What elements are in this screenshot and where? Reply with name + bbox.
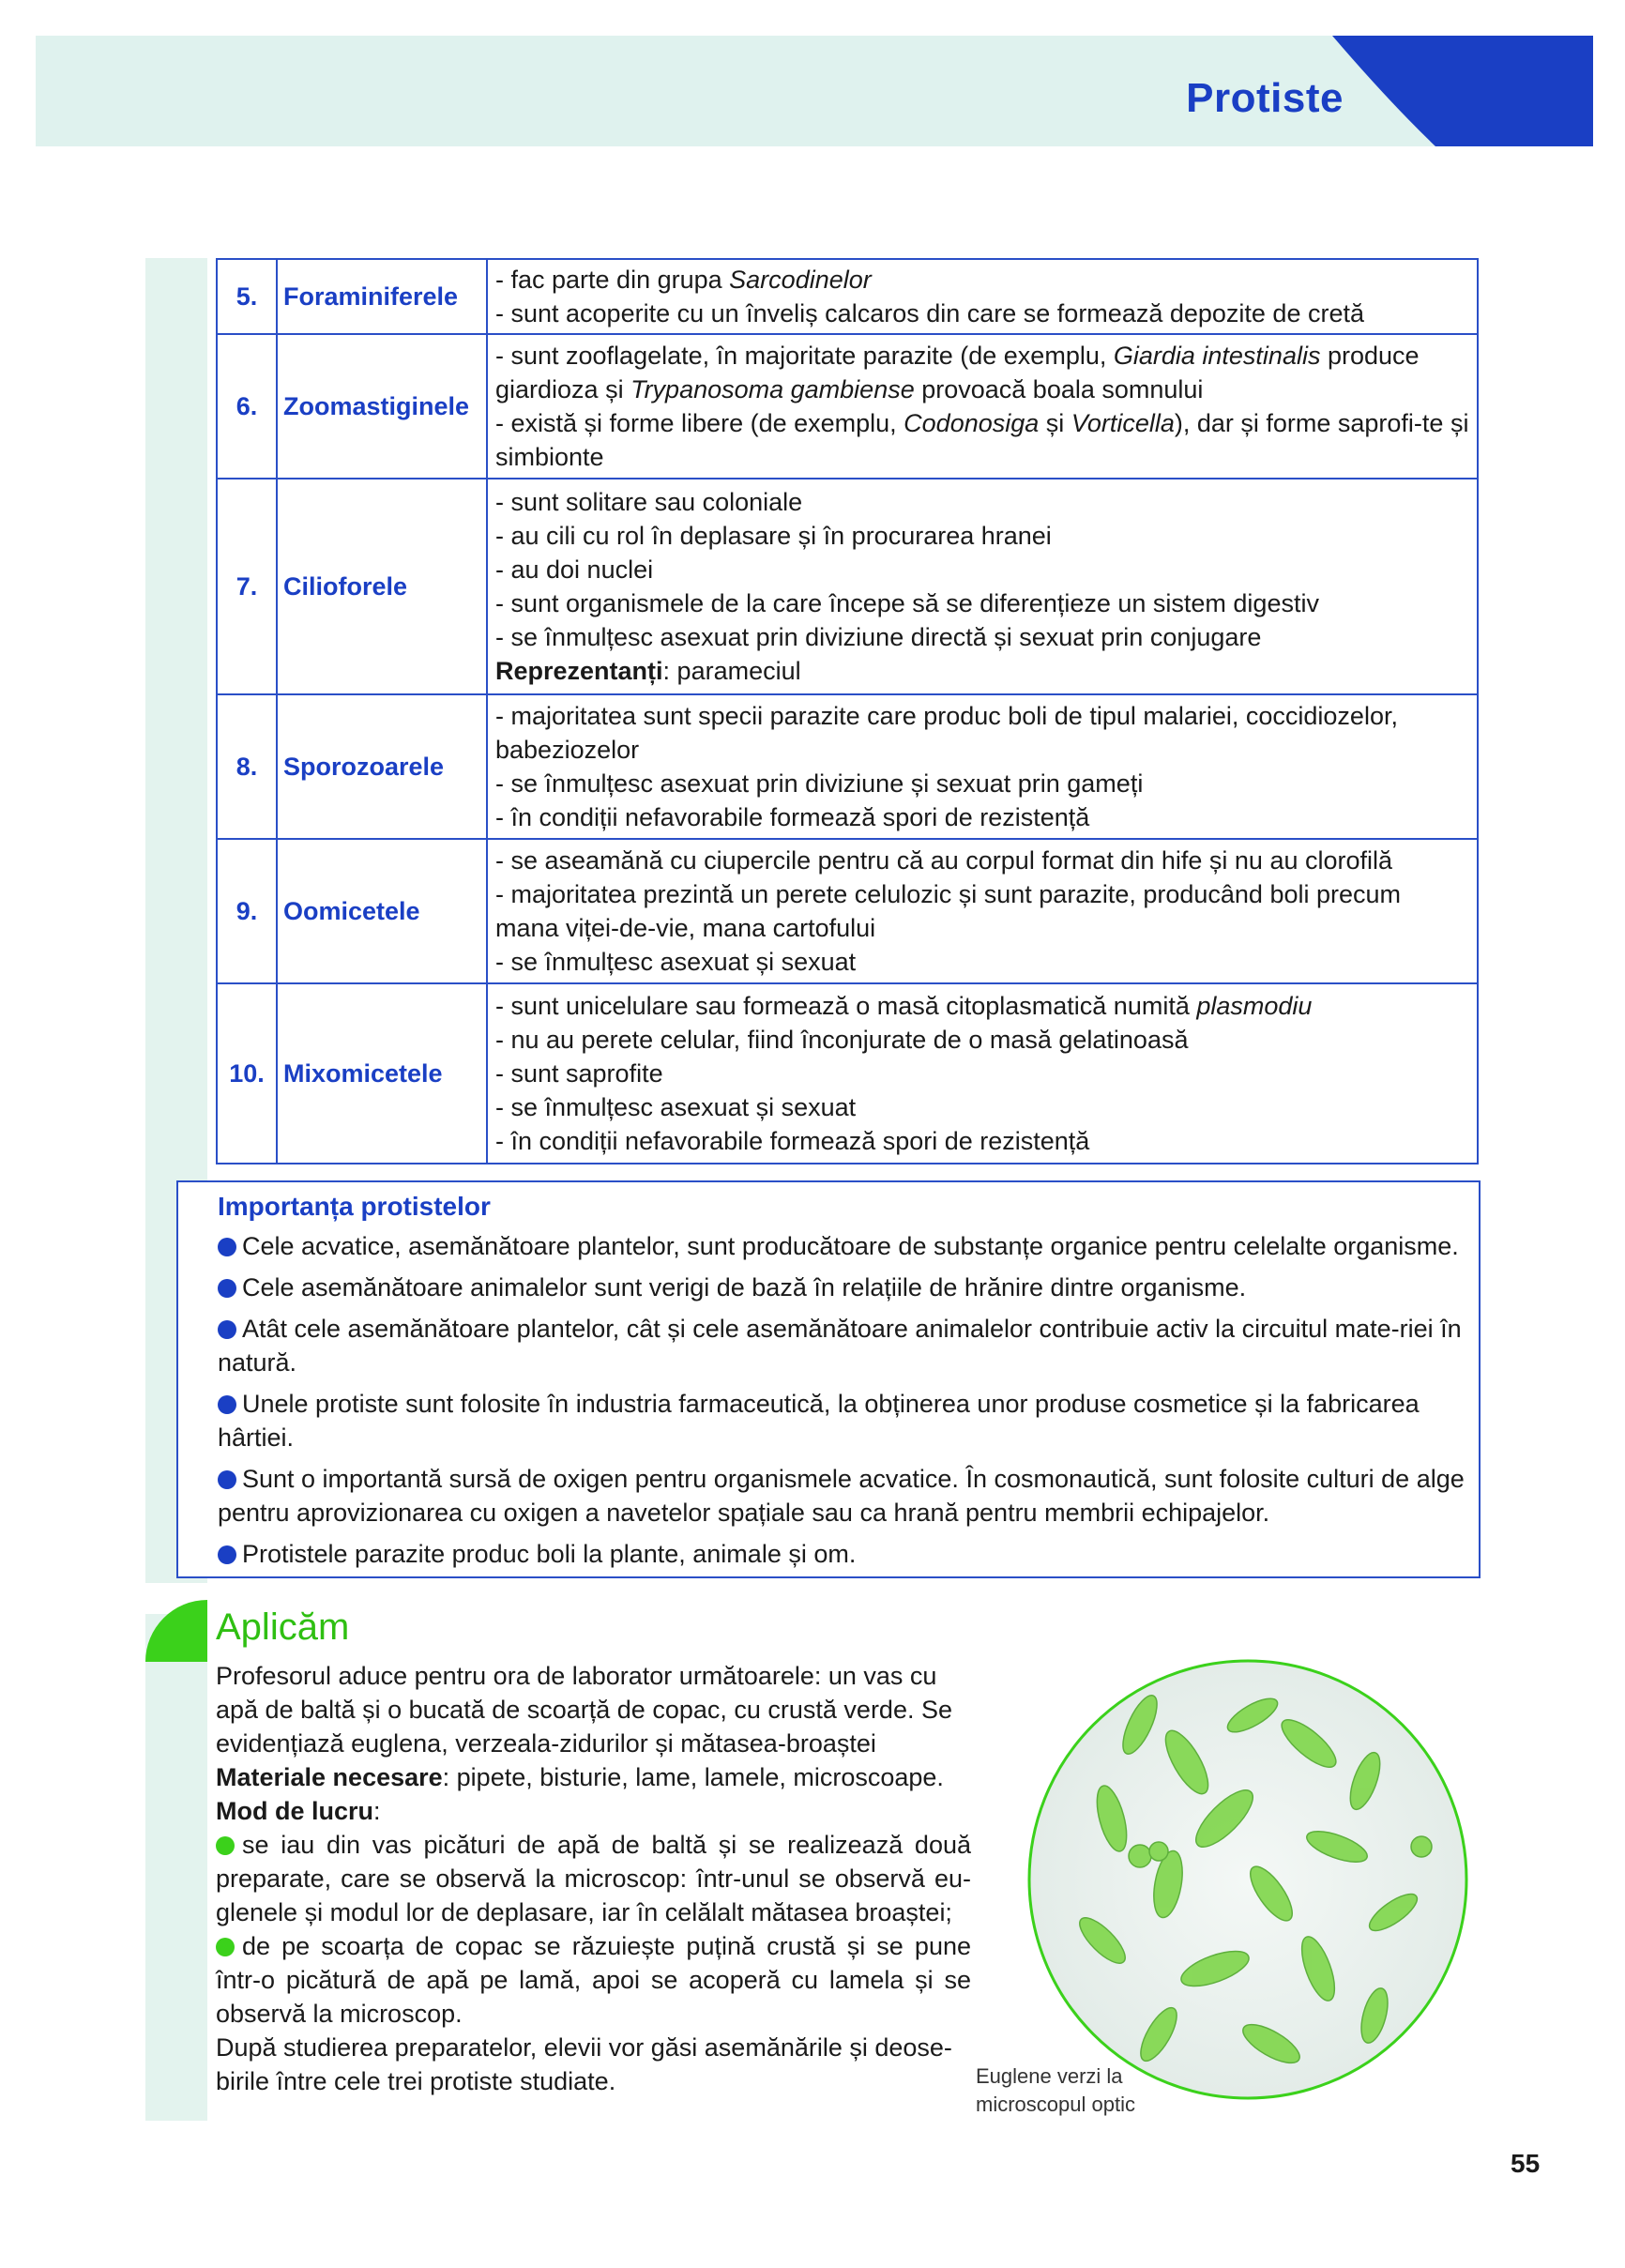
table-row — [217, 839, 1478, 983]
representatives-line — [495, 654, 1469, 688]
row-number: 7. — [217, 479, 277, 694]
side-strip-lower — [145, 1614, 207, 2121]
desc-line: - se înmulțesc asexuat și sexuat — [495, 1093, 857, 1121]
importance-list — [218, 1229, 1466, 1578]
apply-body — [216, 1659, 971, 2098]
method-label: Mod de lucru — [216, 1797, 373, 1825]
table-row — [217, 694, 1478, 839]
materials-value: : pipete, bisturie, lame, lamele, microscoape. — [442, 1763, 944, 1791]
desc-line: - se înmulțesc asexuat prin diviziune și sexuat prin gameți — [495, 769, 1144, 798]
bullet-icon — [218, 1545, 236, 1564]
group-name: Zoomastiginele — [277, 334, 487, 479]
materials-label: Materiale necesare — [216, 1763, 443, 1791]
table-row — [217, 259, 1478, 334]
item-text: Cele asemănătoare animalelor sunt verigi de bază în relațiile de hrănire dintre organisme. — [242, 1273, 1247, 1301]
group-name: Foraminiferele — [277, 259, 487, 334]
step-item — [216, 1828, 971, 1929]
desc-line: - fac parte din grupa Sarcodinelor — [495, 266, 872, 294]
apply-intro: Profesorul aduce pentru ora de laborator următoarele: un vas cu apă de baltă și o bucată de scoarță de copac, cu crustă verde. Se evidențiază euglena, verzeala-zidurilor și mătasea-broaștei — [216, 1662, 952, 1758]
group-name: Cilioforele — [277, 479, 487, 694]
item-text: Protistele parazite produc boli la plante, animale și om. — [242, 1540, 857, 1568]
list-item — [218, 1462, 1466, 1530]
step-text: se iau din vas picături de apă de baltă și se realizează două preparate, care se observă la microscop: într-unul se observă eu-glenele și modul lor de deplasare, iar în celălalt mătasea broaștei; — [216, 1831, 971, 1926]
term: Sarcodinelor — [729, 266, 872, 294]
chapter-title: Protiste — [1186, 75, 1344, 121]
row-number: 10. — [217, 983, 277, 1164]
protist-groups-table — [216, 258, 1479, 1164]
list-item — [218, 1312, 1466, 1379]
bullet-icon — [218, 1470, 236, 1489]
page-number: 55 — [1511, 2149, 1541, 2178]
desc-line: - majoritatea sunt specii parazite care produc boli de tipul malariei, coccidiozelor, babeziozelor — [495, 702, 1398, 764]
materials-line — [216, 1760, 971, 1794]
group-description — [487, 259, 1478, 334]
group-name: Mixomicetele — [277, 983, 487, 1164]
table-row — [217, 479, 1478, 694]
importance-title: Importanța protistelor — [218, 1192, 491, 1221]
desc-line: - majoritatea prezintă un perete celulozic și sunt parazite, producând boli precum mana viței-de-vie, mana cartofului — [495, 880, 1402, 942]
apply-conclusion: După studierea preparatelor, elevii vor găsi asemănările și deose-birile între cele trei protiste studiate. — [216, 2033, 952, 2095]
euglena-microscope-image — [1027, 1659, 1468, 2100]
list-item — [218, 1271, 1466, 1304]
desc-line: - sunt solitare sau coloniale — [495, 488, 803, 516]
method-line — [216, 1794, 971, 1828]
item-text: Atât cele asemănătoare plantelor, cât și cele asemănătoare animalelor contribuie activ la circuitul mate-riei în natură. — [218, 1315, 1462, 1377]
table-row — [217, 983, 1478, 1164]
bullet-icon — [218, 1320, 236, 1339]
desc-line: - sunt unicelulare sau formează o masă citoplasmatică numită plasmodiu — [495, 992, 1313, 1020]
bullet-icon — [216, 1938, 235, 1956]
desc-line: - sunt saprofite — [495, 1059, 663, 1088]
group-description — [487, 983, 1478, 1164]
desc-line: - sunt zooflagelate, în majoritate parazite (de exemplu, Giardia intestinalis produce giardioza și Trypanosoma gambiense provoacă boala somnului — [495, 342, 1420, 403]
desc-line: - se aseamănă cu ciupercile pentru că au corpul format din hife și nu au clorofilă — [495, 846, 1393, 875]
group-description — [487, 694, 1478, 839]
group-name: Oomicetele — [277, 839, 487, 983]
section-title: Aplicăm — [216, 1606, 350, 1648]
row-number: 9. — [217, 839, 277, 983]
desc-line: - au doi nuclei — [495, 556, 654, 584]
bullet-icon — [218, 1395, 236, 1414]
image-caption: Euglene verzi la microscopul optic — [976, 2064, 1135, 2116]
group-description — [487, 839, 1478, 983]
header-corner-shape — [1332, 36, 1593, 146]
desc-line: - se înmulțesc asexuat și sexuat — [495, 948, 857, 976]
importance-box — [176, 1180, 1481, 1578]
method-colon: : — [373, 1797, 381, 1825]
bullet-icon — [218, 1279, 236, 1298]
item-text: Cele acvatice, asemănătoare plantelor, sunt producătoare de substanțe organice pentru celelalte organisme. — [242, 1232, 1459, 1260]
representatives-label: Reprezentanți — [495, 657, 663, 685]
desc-line: - există și forme libere (de exemplu, Codonosiga și Vorticella), dar și forme saprofi-te și simbionte — [495, 409, 1469, 471]
representatives-value: : parameciul — [662, 657, 801, 685]
bullet-icon — [218, 1238, 236, 1256]
list-item — [218, 1537, 1466, 1571]
row-number: 6. — [217, 334, 277, 479]
row-number: 8. — [217, 694, 277, 839]
desc-line: - au cili cu rol în deplasare și în procurarea hranei — [495, 522, 1052, 550]
desc-line: - se înmulțesc asexuat prin diviziune directă și sexuat prin conjugare — [495, 623, 1262, 651]
group-name: Sporozoarele — [277, 694, 487, 839]
bullet-icon — [216, 1836, 235, 1855]
step-item — [216, 1929, 971, 2031]
section-tab-icon — [145, 1600, 207, 1662]
group-description — [487, 334, 1478, 479]
item-text: Sunt o importantă sursă de oxigen pentru organismele acvatice. În cosmonautică, sunt folosite culturi de alge pentru aprovizionarea cu oxigen a navetelor spațiale sau ca hrană pentru membrii echipajelor. — [218, 1465, 1465, 1527]
item-text: Unele protiste sunt folosite în industria farmaceutică, la obținerea unor produse cosmetice și la fabricarea hârtiei. — [218, 1390, 1420, 1452]
row-number: 5. — [217, 259, 277, 334]
desc-line: - în condiții nefavorabile formează spori de rezistență — [495, 1127, 1090, 1155]
table-row — [217, 334, 1478, 479]
list-item — [218, 1229, 1466, 1263]
step-text: de pe scoarța de copac se răzuiește puțină crustă și se pune într-o picătură de apă pe lamă, apoi se acoperă cu lamela și se observă la microscop. — [216, 1932, 971, 2028]
desc-line: - sunt organismele de la care începe să se diferențieze un sistem digestiv — [495, 589, 1319, 617]
desc-line: - nu au perete celular, fiind înconjurate de o masă gelatinoasă — [495, 1026, 1189, 1054]
desc-line: - în condiții nefavorabile formează spori de rezistență — [495, 803, 1090, 831]
list-item — [218, 1387, 1466, 1454]
group-description — [487, 479, 1478, 694]
desc-line: - sunt acoperite cu un înveliș calcaros din care se formează depozite de cretă — [495, 299, 1364, 327]
